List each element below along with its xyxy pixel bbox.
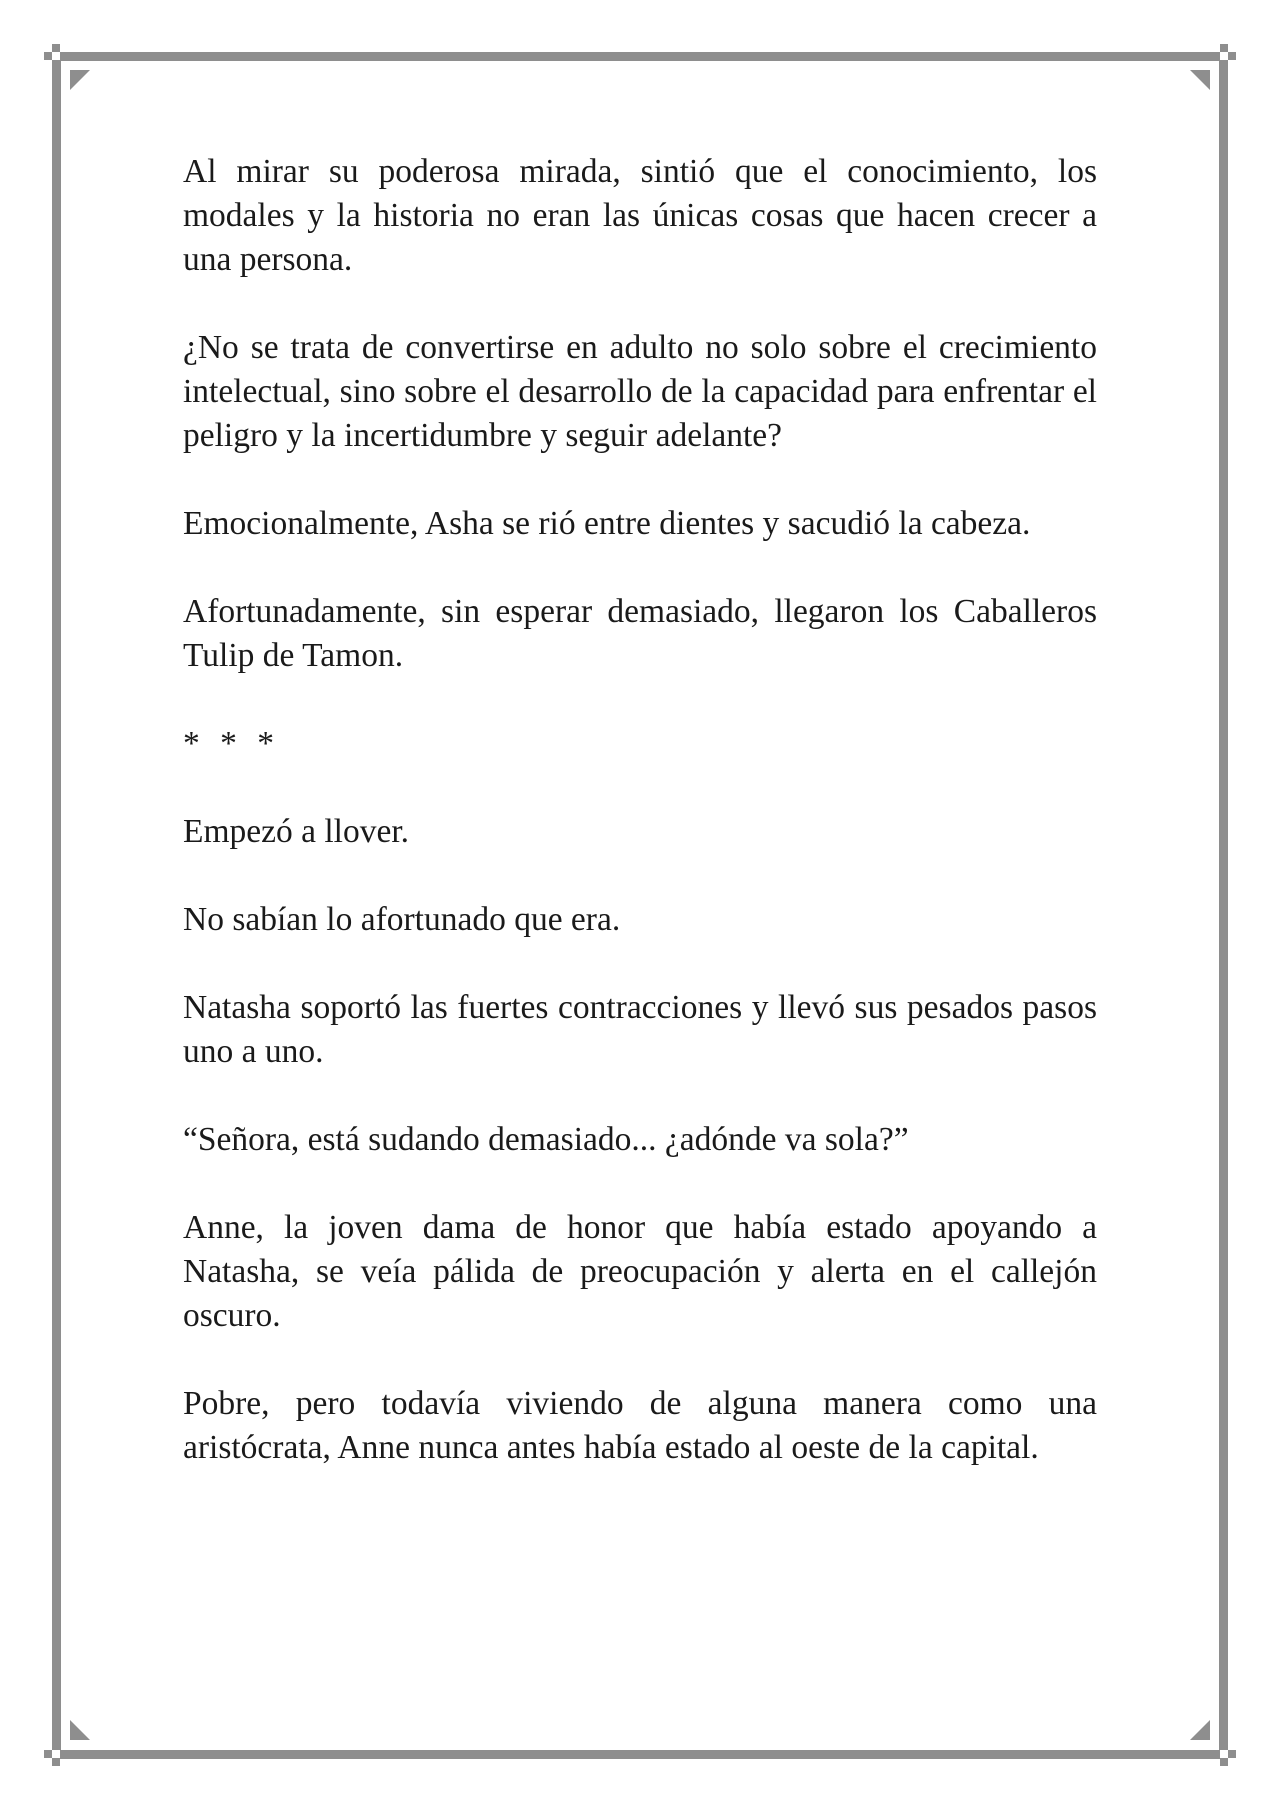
paragraph: ¿No se trata de convertirse en adulto no solo sobre el crecimiento intelectual, sino sobre el desarrollo de la capacidad para enfrentar el peligro y la incertidumbre y seguir adelante?	[183, 329, 1097, 454]
paragraph: Al mirar su poderosa mirada, sintió que el conocimiento, los modales y la historia no eran las únicas cosas que hacen crecer a una persona.	[183, 153, 1097, 278]
frame-corner-square	[44, 52, 52, 60]
frame-right-line	[1219, 60, 1228, 1750]
page-body-text	[183, 150, 1097, 1514]
paragraph: Empezó a llover.	[183, 813, 410, 850]
paragraph: Anne, la joven dama de honor que había estado apoyando a Natasha, se veía pálida de preocupación y alerta en el callejón oscuro.	[183, 1209, 1097, 1334]
paragraph: Pobre, pero todavía viviendo de alguna manera como una aristócrata, Anne nunca antes había estado al oeste de la capital.	[183, 1385, 1097, 1466]
frame-left-line	[52, 60, 61, 1750]
frame-corner-triangle-top-left	[70, 70, 90, 90]
frame-corner-square	[1220, 44, 1228, 52]
frame-corner-triangle-bottom-right	[1190, 1720, 1210, 1740]
paragraph: Afortunadamente, sin esperar demasiado, llegaron los Caballeros Tulip de Tamon.	[183, 593, 1097, 674]
frame-corner-square	[1220, 1758, 1228, 1766]
paragraph: Emocionalmente, Asha se rió entre dientes y sacudió la cabeza.	[183, 505, 1031, 542]
frame-corner-square	[44, 1750, 52, 1758]
frame-corner-square	[52, 1758, 60, 1766]
paragraph: No sabían lo afortunado que era.	[183, 901, 621, 938]
frame-top-line	[60, 52, 1220, 61]
scene-break-separator: * * *	[183, 725, 280, 762]
frame-corner-square	[52, 44, 60, 52]
frame-corner-triangle-bottom-left	[70, 1720, 90, 1740]
paragraph: Natasha soportó las fuertes contracciones y llevó sus pesados pasos uno a uno.	[183, 989, 1097, 1070]
dialogue-paragraph: “Señora, está sudando demasiado... ¿adónde va sola?”	[183, 1121, 909, 1158]
frame-bottom-line	[60, 1750, 1220, 1759]
frame-corner-square	[1228, 1750, 1236, 1758]
frame-corner-triangle-top-right	[1190, 70, 1210, 90]
frame-corner-square	[1228, 52, 1236, 60]
